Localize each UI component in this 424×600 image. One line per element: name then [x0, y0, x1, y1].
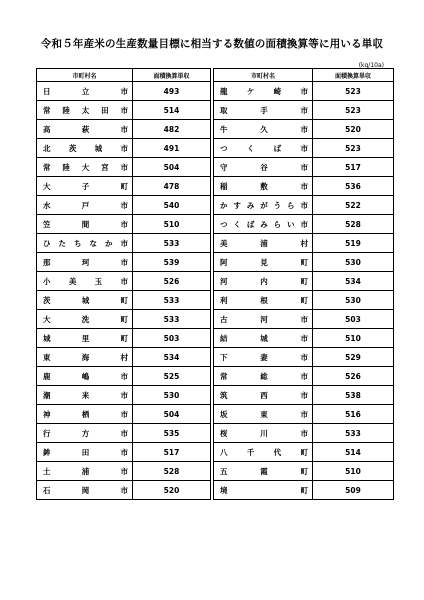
right-municipality-name: [214, 196, 313, 215]
left-yield-value: 526: [133, 272, 211, 291]
name-letters: 茨 城 町: [43, 295, 128, 305]
right-yield-value: 510: [313, 462, 394, 481]
left-municipality-name: [37, 215, 133, 234]
name-letters: 大 子 町: [43, 181, 128, 191]
right-municipality-name: [214, 481, 313, 500]
name-letters: 常 陸 太 田 市: [43, 105, 128, 115]
right-value-header: 面積換算単収: [313, 69, 394, 82]
table-row: [37, 215, 394, 234]
right-yield-value: 510: [313, 329, 394, 348]
right-municipality-name: [214, 348, 313, 367]
left-municipality-name: [37, 158, 133, 177]
left-municipality-name: [37, 234, 133, 253]
right-yield-value: 503: [313, 310, 394, 329]
name-letters: 筑 西 市: [220, 390, 308, 400]
right-municipality-name: [214, 101, 313, 120]
right-yield-value: 523: [313, 101, 394, 120]
right-yield-value: 538: [313, 386, 394, 405]
table-row: [37, 462, 394, 481]
table-row: [37, 348, 394, 367]
left-yield-value: 478: [133, 177, 211, 196]
right-municipality-name: [214, 443, 313, 462]
left-yield-value: 535: [133, 424, 211, 443]
name-letters: 桜 川 市: [220, 428, 308, 438]
name-letters: 神 栖 市: [43, 409, 128, 419]
left-value-header: 面積換算単収: [133, 69, 211, 82]
name-letters: 牛 久 市: [220, 124, 308, 134]
table-row: [37, 310, 394, 329]
name-letters: 鉾 田 市: [43, 447, 128, 457]
name-letters: ひ た ち な か 市: [43, 238, 128, 248]
right-municipality-name: [214, 120, 313, 139]
left-yield-value: 533: [133, 234, 211, 253]
left-municipality-name: [37, 177, 133, 196]
left-municipality-name: [37, 82, 133, 101]
name-letters: 美 浦 村: [220, 238, 308, 248]
left-yield-value: 528: [133, 462, 211, 481]
name-letters: 那 珂 市: [43, 257, 128, 267]
name-letters: 大 洗 町: [43, 314, 128, 324]
left-yield-value: 491: [133, 139, 211, 158]
left-municipality-name: [37, 481, 133, 500]
name-letters: 稲 敷 市: [220, 181, 308, 191]
left-municipality-name: [37, 405, 133, 424]
left-yield-value: 504: [133, 405, 211, 424]
left-yield-value: 539: [133, 253, 211, 272]
right-municipality-name: [214, 139, 313, 158]
right-yield-value: 523: [313, 139, 394, 158]
left-municipality-name: [37, 272, 133, 291]
name-letters: 常 陸 大 宮 市: [43, 162, 128, 172]
left-municipality-name: [37, 310, 133, 329]
right-name-header: 市町村名: [214, 69, 313, 82]
table-row: [37, 139, 394, 158]
left-municipality-name: [37, 348, 133, 367]
name-letters: 土 浦 市: [43, 466, 128, 476]
table-row: [37, 253, 394, 272]
name-letters: 龍 ケ 崎 市: [220, 86, 308, 96]
table-row: [37, 386, 394, 405]
left-municipality-name: [37, 424, 133, 443]
table-row: [37, 234, 394, 253]
right-municipality-name: [214, 177, 313, 196]
left-municipality-name: [37, 196, 133, 215]
right-municipality-name: [214, 367, 313, 386]
name-letters: 日 立 市: [43, 86, 128, 96]
left-municipality-name: [37, 329, 133, 348]
right-yield-value: 523: [313, 82, 394, 101]
name-letters: 水 戸 市: [43, 200, 128, 210]
table-header-row: [37, 69, 394, 82]
name-letters: 常 総 市: [220, 371, 308, 381]
name-letters: 東 海 村: [43, 352, 128, 362]
left-municipality-name: [37, 443, 133, 462]
right-yield-value: 509: [313, 481, 394, 500]
left-yield-value: 530: [133, 386, 211, 405]
right-yield-value: 516: [313, 405, 394, 424]
name-letters: 石 岡 市: [43, 485, 128, 495]
right-yield-value: 536: [313, 177, 394, 196]
right-yield-value: 528: [313, 215, 394, 234]
right-municipality-name: [214, 234, 313, 253]
left-yield-value: 517: [133, 443, 211, 462]
name-letters: 境 町: [220, 485, 308, 495]
right-municipality-name: [214, 215, 313, 234]
right-yield-value: 533: [313, 424, 394, 443]
left-yield-value: 533: [133, 291, 211, 310]
name-letters: つ く ば 市: [220, 143, 308, 153]
table-row: [37, 481, 394, 500]
left-name-header: 市町村名: [37, 69, 133, 82]
table-row: [37, 443, 394, 462]
right-municipality-name: [214, 424, 313, 443]
table-row: [37, 82, 394, 101]
right-municipality-name: [214, 462, 313, 481]
name-letters: 下 妻 市: [220, 352, 308, 362]
right-yield-value: 514: [313, 443, 394, 462]
right-yield-value: 519: [313, 234, 394, 253]
name-letters: 五 霞 町: [220, 466, 308, 476]
left-yield-value: 510: [133, 215, 211, 234]
name-letters: 利 根 町: [220, 295, 308, 305]
right-municipality-name: [214, 272, 313, 291]
name-letters: 北 茨 城 市: [43, 143, 128, 153]
name-letters: 鹿 嶋 市: [43, 371, 128, 381]
name-letters: 古 河 市: [220, 314, 308, 324]
name-letters: 八 千 代 町: [220, 447, 308, 457]
left-yield-value: 482: [133, 120, 211, 139]
left-yield-value: 504: [133, 158, 211, 177]
right-yield-value: 530: [313, 291, 394, 310]
name-letters: 潮 来 市: [43, 390, 128, 400]
yield-table: [36, 68, 394, 500]
right-yield-value: 534: [313, 272, 394, 291]
table-row: [37, 367, 394, 386]
right-municipality-name: [214, 291, 313, 310]
left-municipality-name: [37, 253, 133, 272]
name-letters: 坂 東 市: [220, 409, 308, 419]
table-row: [37, 177, 394, 196]
right-yield-value: 517: [313, 158, 394, 177]
left-yield-value: 525: [133, 367, 211, 386]
table-row: [37, 329, 394, 348]
left-yield-value: 540: [133, 196, 211, 215]
left-municipality-name: [37, 462, 133, 481]
left-yield-value: 533: [133, 310, 211, 329]
right-yield-value: 520: [313, 120, 394, 139]
right-yield-value: 530: [313, 253, 394, 272]
left-municipality-name: [37, 139, 133, 158]
name-letters: か す み が う ら 市: [220, 200, 308, 210]
right-municipality-name: [214, 158, 313, 177]
left-yield-value: 493: [133, 82, 211, 101]
table-row: [37, 101, 394, 120]
right-yield-value: 529: [313, 348, 394, 367]
table-row: [37, 291, 394, 310]
name-letters: 結 城 市: [220, 333, 308, 343]
name-letters: 行 方 市: [43, 428, 128, 438]
unit-label: (kg/10a): [358, 62, 384, 69]
left-municipality-name: [37, 101, 133, 120]
table-row: [37, 424, 394, 443]
name-letters: 笠 間 市: [43, 219, 128, 229]
left-municipality-name: [37, 386, 133, 405]
right-municipality-name: [214, 253, 313, 272]
right-yield-value: 526: [313, 367, 394, 386]
table-row: [37, 158, 394, 177]
name-letters: 阿 見 町: [220, 257, 308, 267]
left-yield-value: 514: [133, 101, 211, 120]
right-municipality-name: [214, 329, 313, 348]
right-municipality-name: [214, 82, 313, 101]
name-letters: 小 美 玉 市: [43, 276, 128, 286]
table-row: [37, 196, 394, 215]
left-yield-value: 520: [133, 481, 211, 500]
left-municipality-name: [37, 367, 133, 386]
left-municipality-name: [37, 120, 133, 139]
left-municipality-name: [37, 291, 133, 310]
page-title: 令和５年産米の生産数量目標に相当する数値の面積換算等に用いる単収: [40, 38, 384, 50]
table-row: [37, 120, 394, 139]
left-yield-value: 534: [133, 348, 211, 367]
table-row: [37, 405, 394, 424]
name-letters: つ く ば み ら い 市: [220, 219, 308, 229]
name-letters: 高 萩 市: [43, 124, 128, 134]
left-yield-value: 503: [133, 329, 211, 348]
right-municipality-name: [214, 310, 313, 329]
right-municipality-name: [214, 386, 313, 405]
name-letters: 守 谷 市: [220, 162, 308, 172]
table-row: [37, 272, 394, 291]
name-letters: 城 里 町: [43, 333, 128, 343]
right-municipality-name: [214, 405, 313, 424]
name-letters: 取 手 市: [220, 105, 308, 115]
name-letters: 河 内 町: [220, 276, 308, 286]
right-yield-value: 522: [313, 196, 394, 215]
